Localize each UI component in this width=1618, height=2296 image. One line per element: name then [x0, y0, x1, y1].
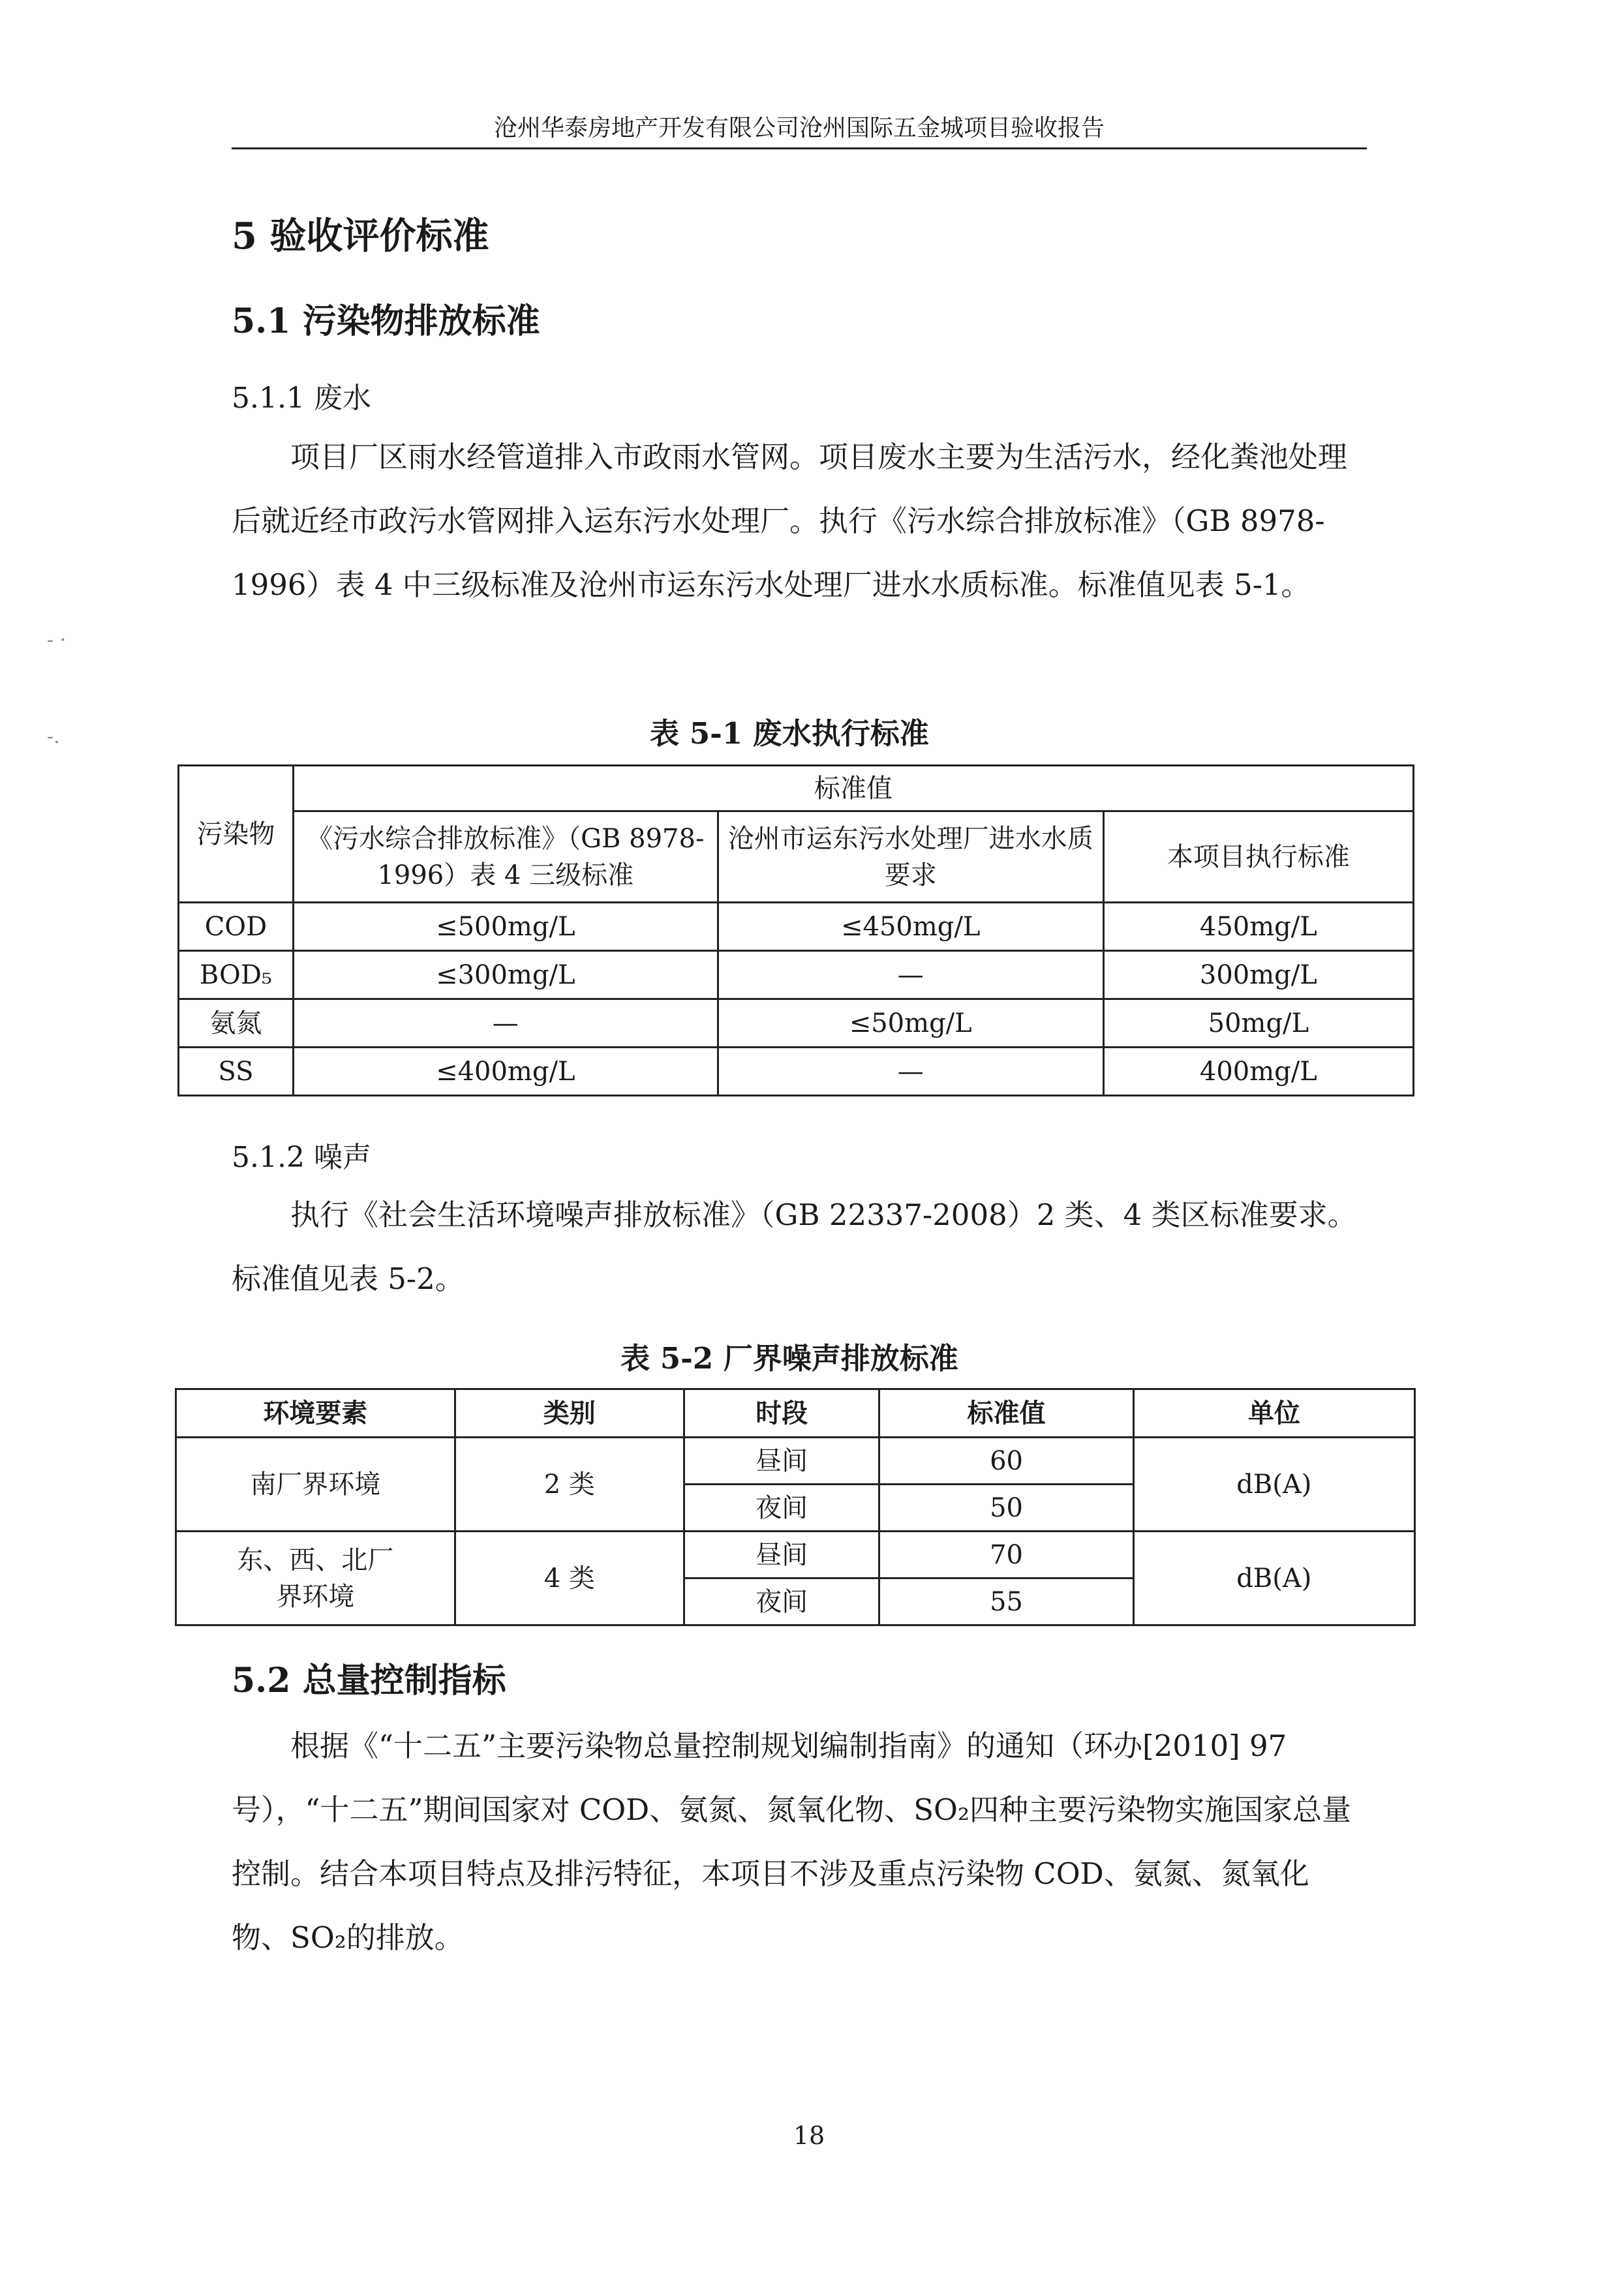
- yundong-value: —: [718, 1048, 1103, 1096]
- limit-value: 50: [879, 1485, 1133, 1532]
- table-row: [176, 1438, 1415, 1485]
- section-5-1-heading: 5.1 污染物排放标准: [232, 301, 540, 341]
- project-value: 450mg/L: [1103, 903, 1413, 951]
- yundong-value: —: [718, 951, 1103, 999]
- wastewater-paragraph: 项目厂区雨水经管道排入市政雨水管网。项目废水主要为生活污水，经化粪池处理后就近经市政污水管网排入运东污水处理厂。执行《污水综合排放标准》（GB 8978-1996）表 4 中三级标准及沧州市运东污水处理厂进水水质标准。标准值见表 5-1。: [232, 440, 1348, 602]
- scan-speck: -.: [47, 725, 60, 748]
- header-yundong-plant: 沧州市运东污水处理厂进水水质要求: [718, 811, 1103, 903]
- table-row: [179, 903, 1414, 951]
- header-category: 类别: [455, 1389, 684, 1438]
- project-value: 400mg/L: [1103, 1048, 1413, 1096]
- project-value: 300mg/L: [1103, 951, 1413, 999]
- table-row: [176, 1532, 1415, 1578]
- time-period: 夜间: [684, 1485, 879, 1532]
- page-number: 18: [793, 2121, 825, 2150]
- limit-value: 60: [879, 1438, 1133, 1485]
- limit-value: 70: [879, 1532, 1133, 1578]
- limit-value: 55: [879, 1578, 1133, 1625]
- time-period: 昼间: [684, 1438, 879, 1485]
- time-period: 昼间: [684, 1532, 879, 1578]
- section-5-1-1-heading: 5.1.1 废水: [232, 382, 371, 415]
- gb8978-value: ≤400mg/L: [293, 1048, 718, 1096]
- yundong-value: ≤450mg/L: [718, 903, 1103, 951]
- header-gb8978: 《污水综合排放标准》（GB 8978-1996）表 4 三级标准: [293, 811, 718, 903]
- table-5-2-caption: 表 5-2 厂界噪声排放标准: [620, 1341, 958, 1376]
- noise-paragraph: 执行《社会生活环境噪声排放标准》（GB 22337-2008）2 类、4 类区标准要求。标准值见表 5-2。: [232, 1198, 1357, 1296]
- yundong-value: ≤50mg/L: [718, 999, 1103, 1048]
- zone-category: 4 类: [455, 1532, 684, 1625]
- pollutant-name: 氨氮: [179, 999, 294, 1048]
- unit: dB(A): [1133, 1532, 1414, 1625]
- gb8978-value: ≤500mg/L: [293, 903, 718, 951]
- section-5-2-heading: 5.2 总量控制指标: [232, 1661, 506, 1700]
- header-standard-value: 标准值: [293, 766, 1413, 811]
- wastewater-standard-table: [177, 764, 1414, 1096]
- environment-element: 东、西、北厂界环境: [176, 1532, 455, 1625]
- pollutant-name: COD: [179, 903, 294, 951]
- table-5-1-caption: 表 5-1 废水执行标准: [650, 716, 929, 751]
- header-element: 环境要素: [176, 1389, 455, 1438]
- section-5-1-2-heading: 5.1.2 噪声: [232, 1141, 371, 1174]
- table-row: [179, 999, 1414, 1048]
- header-pollutant: 污染物: [179, 766, 294, 903]
- header-value: 标准值: [879, 1389, 1133, 1438]
- table-row: [179, 951, 1414, 999]
- unit: dB(A): [1133, 1438, 1414, 1532]
- gb8978-value: —: [293, 999, 718, 1048]
- noise-standard-table: [175, 1388, 1416, 1626]
- zone-category: 2 类: [455, 1438, 684, 1532]
- pollutant-name: SS: [179, 1048, 294, 1096]
- report-header-title: 沧州华泰房地产开发有限公司沧州国际五金城项目验收报告: [493, 115, 1105, 142]
- time-period: 夜间: [684, 1578, 879, 1625]
- project-value: 50mg/L: [1103, 999, 1413, 1048]
- scan-speck: - ·: [47, 629, 67, 652]
- table-row: [179, 1048, 1414, 1096]
- gb8978-value: ≤300mg/L: [293, 951, 718, 999]
- total-control-paragraph: 根据《“十二五”主要污染物总量控制规划编制指南》的通知（环办[2010] 97 号），“十二五”期间国家对 COD、氨氮、氮氧化物、SO₂四种主要污染物实施国家总量控制。结合本项目特点及排污特征，本项目不涉及重点污染物 COD、氨氮、氮氧化物、SO₂的排放。: [232, 1729, 1351, 1955]
- environment-element: 南厂界环境: [176, 1438, 455, 1532]
- header-project-standard: 本项目执行标准: [1103, 811, 1413, 903]
- pollutant-name: BOD₅: [179, 951, 294, 999]
- header-divider: [232, 147, 1367, 149]
- header-period: 时段: [684, 1389, 879, 1438]
- header-unit: 单位: [1133, 1389, 1414, 1438]
- section-5-heading: 5 验收评价标准: [232, 215, 489, 258]
